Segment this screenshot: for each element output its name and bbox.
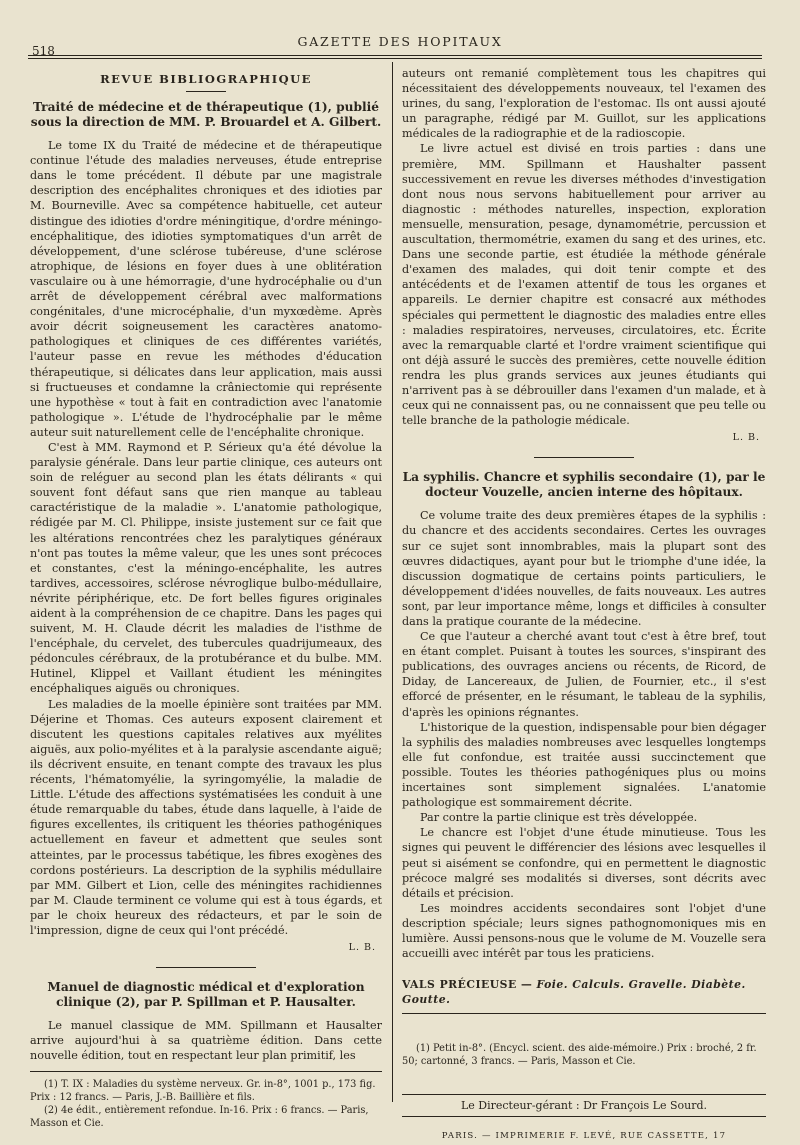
directeur-gerant: Le Directeur-gérant : Dr François Le Sourd.	[402, 1094, 766, 1117]
header-rule	[28, 55, 762, 56]
paragraph: Le chancre est l'objet d'une étude minutieuse. Tous les signes qui peuvent le différencier des lésions avec lesquelles il peut si aisément se confondre, qui en permettent le diagnostic précoce malgré ses modalités si diverses, sont décrits avec détails et précision.	[402, 826, 766, 900]
separator-rule	[156, 967, 256, 968]
paragraph: C'est à MM. Raymond et P. Sérieux qu'a été dévolue la paralysie générale. Dans leur partie clinique, ces auteurs ont soin de reléguer au second plan les états délirants « qui souvent font défaut sans que rien manque au tableau caractéristique de la maladie ». L'anatomie pathologique, rédigée par M. Cl. Philippe, insiste justement sur ce fait que les altérations rencontrées chez les paralytiques généraux n'ont pas toutes la même valeur, que les unes sont précoces et constantes, c'est la méningo-encéphalite, les autres tardives, accessoires, sclérose névroglique bulbo-médullaire, névrite périphérique, etc. De fort belles figures originales aident à la compréhension de ce chapitre. Dans les pages qui suivent, M. H. Claude décrit les maladies de l'isthme de l'encéphale, du cervelet, des tubercules quadrijumeaux, des pédoncules cérébraux, de la protubérance et du bulbe. MM. Hutinel, Klippel et Vaillant étudient les méningites encéphaliques aiguës ou chroniques.	[30, 440, 382, 696]
header-rule-double	[28, 58, 762, 59]
section-heading: REVUE BIBLIOGRAPHIQUE	[100, 72, 312, 86]
footnotes	[30, 1071, 382, 1130]
paragraph: Le livre actuel est divisé en trois parties : dans une première, MM. Spillmann et Haushalter passent successivement en revue les diverses méthodes d'investigation dont nous nous servons habituellement pour arriver au diagnostic : méthodes naturelles, inspection, exploration mensuelle, mensuration, pesage, dynamométrie, percussion et auscultation, thermométrie, examen du sang et des urines, etc. Dans une seconde partie, est étudiée la méthode générale d'examen des malades, qui doit tenir compte et des antécédents et de l'examen attentif de tous les organes et appareils. Le dernier chapitre est consacré aux méthodes spéciales qui permettent le diagnostic des maladies entre elles : maladies respiratoires, nerveuses, circulatoires, etc. Écrite avec la remarquable clarté et l'ordre vraiment scientifique qui ont déjà assuré le succès des premières, cette nouvelle édition rendra les plus grands services aux jeunes étudiants qui n'arrivent pas à se débrouiller dans l'examen d'un malade, et à ceux qui ne connaissent pas, ou ne connaissent que peu telle ou telle branche de la pathologie médicale.	[402, 142, 766, 428]
page-number: 518	[32, 44, 55, 58]
paragraph: Le manuel classique de MM. Spillmann et Hausalter arrive aujourd'hui à sa quatrième édition. Dans cette nouvelle édition, tout en respectant leur plan primitif, les	[30, 1019, 382, 1063]
advertisement-rule	[402, 1013, 766, 1014]
right-column	[402, 66, 766, 1145]
advertisement-vals	[402, 977, 766, 1007]
paragraph: Par contre la partie clinique est très développée.	[420, 811, 698, 825]
footnote: (1) Petit in-8°. (Encycl. scient. des aide-mémoire.) Prix : broché, 2 fr. 50; cartonné, 3 francs. — Paris, Masson et Cie.	[402, 1043, 757, 1068]
advertisement-label: VALS PRÉCIEUSE —	[402, 978, 533, 992]
advertisement-text: Foie. Calculs. Gravelle. Diabète. Goutte.	[402, 978, 746, 1007]
footnote: (2) 4e édit., entièrement refondue. In-16. Prix : 6 francs. — Paris, Masson et Cie.	[30, 1105, 369, 1130]
footnote: (1) T. IX : Maladies du système nerveux. Gr. in-8°, 1001 p., 173 fig. Prix : 12 francs. — Paris, J.-B. Baillière et fils.	[30, 1079, 376, 1104]
running-title: GAZETTE DES HOPITAUX	[297, 34, 503, 49]
left-column	[30, 66, 382, 1130]
paragraph: Les maladies de la moelle épinière sont traitées par MM. Déjerine et Thomas. Ces auteurs exposent clairement et discutent les questions capitales relatives aux myélites aiguës, aux polio-myélites et à la paralysie ascendante aiguë; ils décrivent ensuite, en tenant compte des travaux les plus récents, l'hématomyélie, la syringomyélie, la maladie de Little. L'étude des affections systématisées les conduit à une étude remarquable du tabes, étude dans laquelle, à l'aide de figures excellentes, ils critiquent les théories pathogéniques actuellement en faveur et admettent que seules sont atteintes, par le processus tabétique, les fibres exogènes des cordons postérieurs. La description de la syphilis médullaire par MM. Gilbert et Lion, celle des méningites rachidiennes par M. Claude terminent ce volume qui est à tous égards, et par le choix heureux des rédacteurs, et par le soin de l'impression, digne de ceux qui l'ont précédé.	[30, 697, 382, 937]
paragraph: Le tome IX du Traité de médecine et de thérapeutique continue l'étude des maladies nerveuses, étude entreprise dans le tome précédent. Il débute par une magistrale description des encéphalites chroniques et des idioties par M. Bourneville. Avec sa compétence habituelle, cet auteur distingue des idioties d'ordre méningitique, d'ordre méningo-encéphalitique, des idioties symptomatiques d'un arrêt de développement, d'une sclérose tubéreuse, d'une sclérose atrophique, de lésions en foyer dues à une oblitération vasculaire ou à une hémorragie, d'une hydrocéphalie ou d'un arrêt de développement cérébral avec malformations congénitales, d'une microcéphalie, d'un myxœdème. Après avoir décrit soigneusement les caractères anatomo-pathologiques et cliniques de ces différentes variétés, l'auteur passe en revue les méthodes d'éducation thérapeutique, si délicates dans leur application, mais aussi si fructueuses et condamne la crâniectomie qui représente une hypothèse « tout à fait en contradiction avec l'anatomie pathologique ». L'étude de l'hydrocéphalie par le même auteur suit naturellement celle de l'encéphalite chronique.	[30, 139, 382, 439]
heading-rule	[186, 91, 226, 92]
separator-rule	[534, 457, 634, 458]
review-title-traite: Traité de médecine et de thérapeutique (1), publié sous la direction de MM. P. Brouardel et A. Gilbert.	[30, 100, 382, 130]
paragraph: Ce volume traite des deux premières étapes de la syphilis : du chancre et des accidents secondaires. Certes les ouvrages sur ce sujet sont innombrables, mais la plupart sont des œuvres didactiques, ayant pour but le triomphe d'une idée, la discussion dogmatique de certains points particuliers, le développement d'idées nouvelles, de faits nouveaux. Les autres sont, par leur importance même, longs et difficiles à consulter dans la pratique courante de la médecine.	[402, 509, 766, 628]
signature: L. B.	[732, 432, 760, 444]
column-divider	[392, 62, 393, 1102]
imprint: PARIS. — IMPRIMERIE F. LEVÉ, RUE CASSETTE, 17	[441, 1131, 727, 1142]
paragraph: L'historique de la question, indispensable pour bien dégager la syphilis des maladies nombreuses avec lesquelles longtemps elle fut confondue, est traitée aussi succinctement que possible. Toutes les théories pathogéniques plus ou moins incertaines sont simplement signalées. L'anatomie pathologique est sommairement décrite.	[402, 720, 766, 810]
review-title-manuel: Manuel de diagnostic médical et d'exploration clinique (2), par P. Spillman et P. Hausalter.	[47, 980, 365, 1010]
paragraph: Les moindres accidents secondaires sont l'objet d'une description spéciale; leurs signes pathognomoniques mis en lumière. Aussi pensons-nous que le volume de M. Vouzelle sera accueilli avec intérêt par tous les praticiens.	[402, 901, 766, 961]
paragraph: Ce que l'auteur a cherché avant tout c'est à être bref, tout en étant complet. Puisant à toutes les sources, s'inspirant des publications, des ouvrages anciens ou récents, de Ricord, de Diday, de Lancereaux, de Julien, de Fournier, etc., il s'est efforcé de présenter, en le résumant, le tableau de la syphilis, d'après les opinions régnantes.	[402, 630, 766, 719]
signature: L. B.	[348, 942, 376, 954]
review-title-syphilis: La syphilis. Chancre et syphilis secondaire (1), par le docteur Vouzelle, ancien interne des hôpitaux.	[402, 470, 766, 500]
paragraph: auteurs ont remanié complètement tous les chapitres qui nécessitaient des développements nouveaux, tel l'examen des urines, du sang, l'exploration de l'estomac. Ils ont aussi ajouté un paragraphe, rédigé par M. Guillot, sur les applications médicales de la radiographie et de la radioscopie.	[402, 67, 766, 141]
